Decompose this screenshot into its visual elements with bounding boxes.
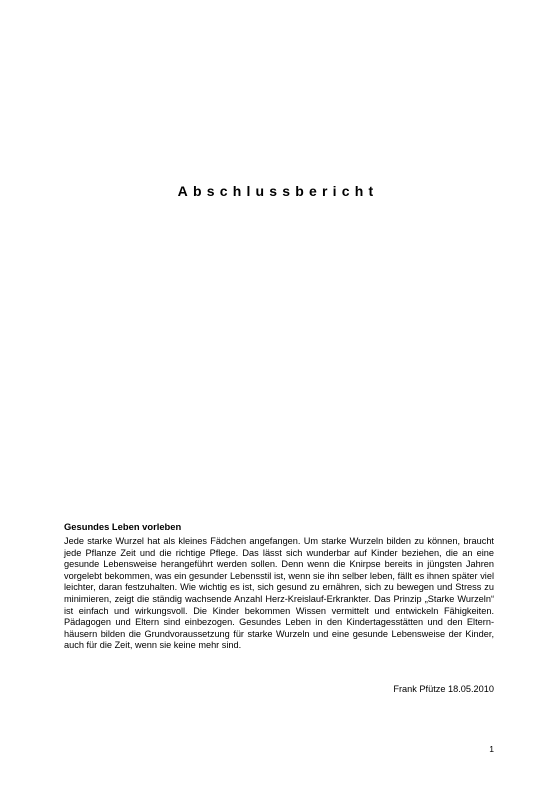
text-section <box>64 521 494 652</box>
section-body: Jede starke Wurzel hat als kleines Fädchen angefangen. Um starke Wurzeln bilden zu können, braucht jede Pflanze Zeit und die richtige Pflege. Das lässt sich wunderbar auf Kinder beziehen, die an eine gesunde Lebensweise herangeführt werden sollen. Denn wenn die Knirpse bereits in jüngsten Jahren vorgelebt bekommen, was ein gesunder Lebensstil ist, wenn sie ihn selber leben, fällt es ihnen später viel leichter, daran festzuhalten. Wie wichtig es ist, sich gesund zu ernähren, sich zu bewegen und Stress zu minimieren, zeigt die ständig wachsende Anzahl Herz-Kreislauf-Erkrankter. Das Prinzip „Starke Wurzeln“ ist einfach und wirkungsvoll. Die Kinder bekommen Wissen vermittelt und entwickeln Fähigkeiten. Pädagogen und Eltern sind einbezogen. Gesundes Leben in den Kindertagesstätten und den Elternhäusern bilden die Grundvoraussetzung für starke Wurzeln und eine gesunde Lebensweise der Kinder, auch für die Zeit, wenn sie keine mehr sind. <box>64 536 494 651</box>
page-number: 1 <box>489 744 494 754</box>
author-signature-date: Frank Pfütze 18.05.2010 <box>393 684 494 694</box>
document-title: Abschlussbericht <box>177 183 379 199</box>
section-heading: Gesundes Leben vorleben <box>64 521 182 532</box>
